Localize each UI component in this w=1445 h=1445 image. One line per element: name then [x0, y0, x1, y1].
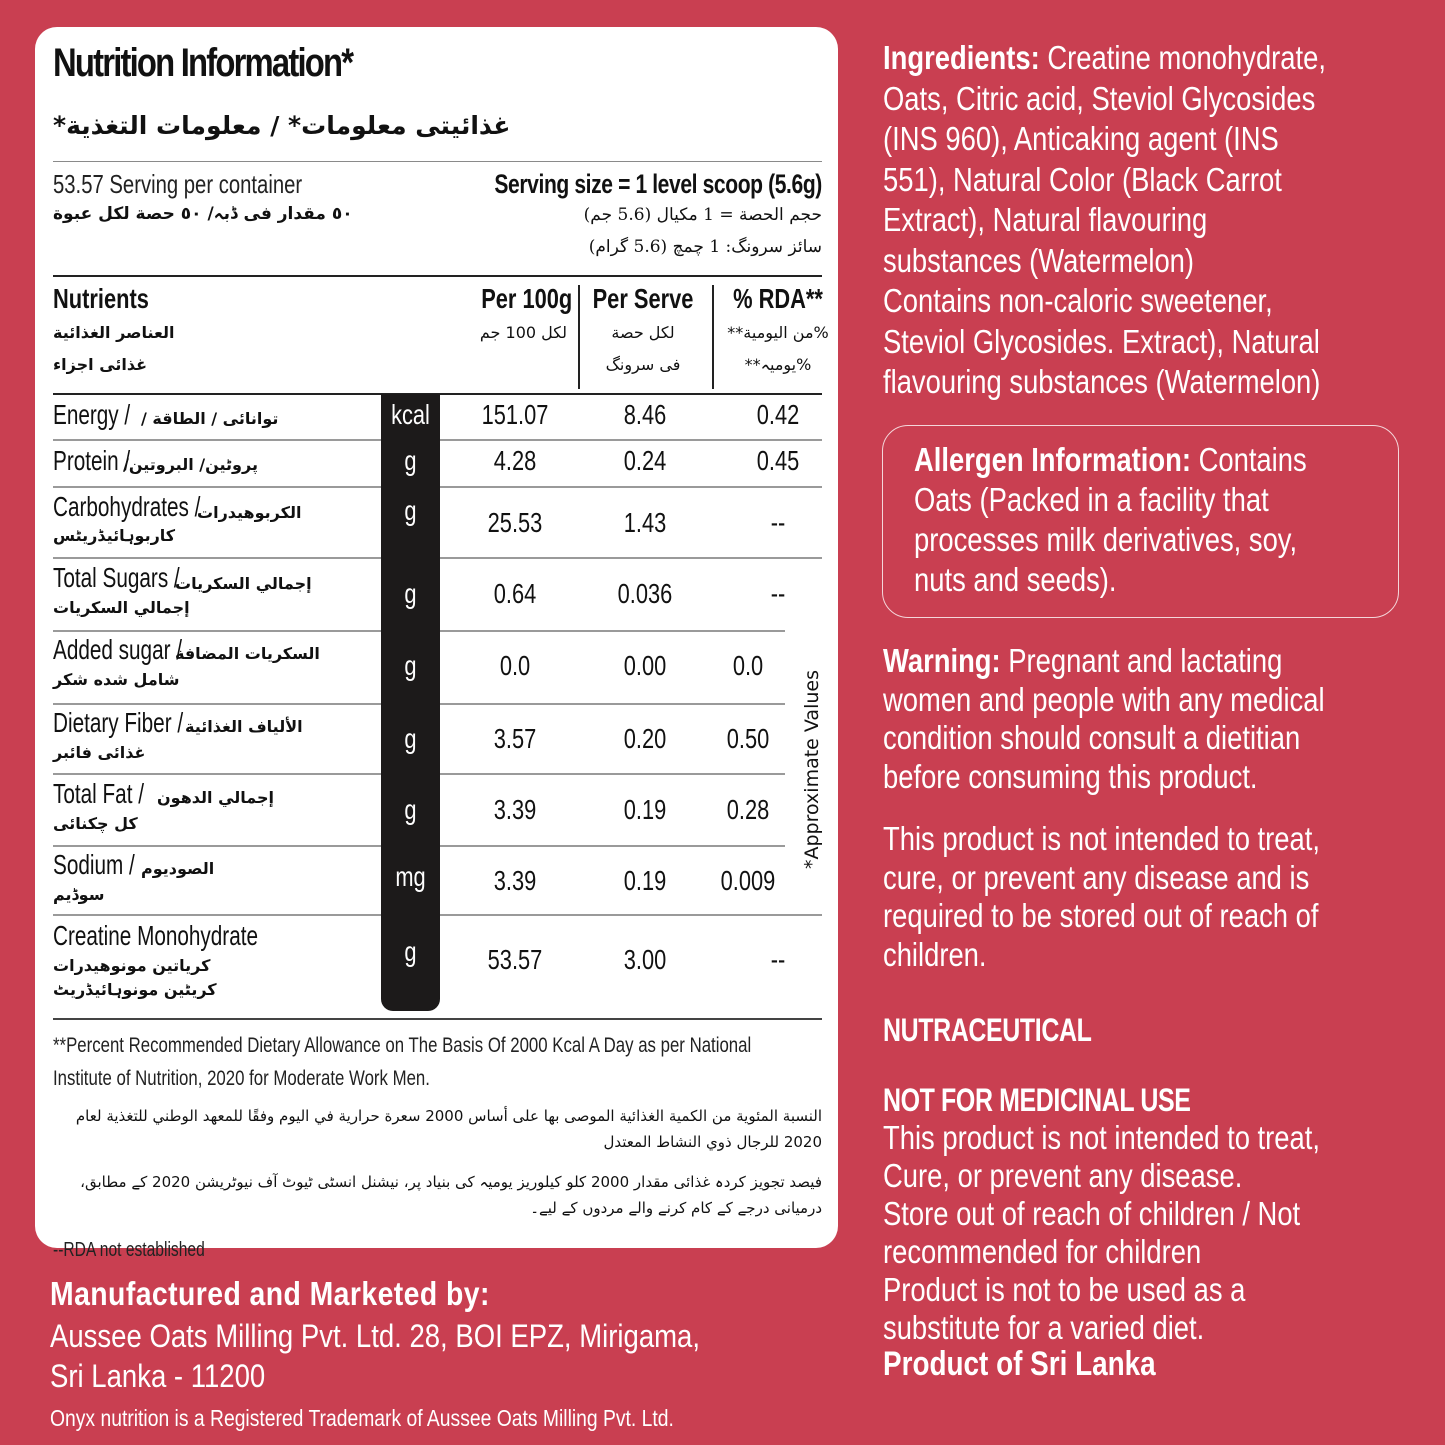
divider	[53, 161, 822, 162]
row-divider	[53, 914, 381, 916]
header-rda-arabic: %من اليومية**	[727, 323, 829, 342]
value-per-100g: 53.57	[487, 944, 543, 975]
value-per-100g: 3.39	[493, 794, 537, 825]
rda-footnote-arabic: النسبة المئوية من الكمية الغذائية الموصى بها على أساس 2000 سعرة حرارية في اليوم وفقًا للمعهد الوطني للتغذية لعام 2020 للرجال ذوي النشاط المعتدل	[75, 1107, 822, 1151]
header-rda: % RDA**	[733, 283, 823, 314]
row-divider	[440, 773, 785, 775]
manufacturer-title: Manufactured and Marketed by:	[50, 1275, 490, 1312]
nutrient-name: Dietary Fiber /	[53, 707, 184, 738]
allergen-text: nuts and seeds).	[914, 561, 1117, 598]
value-rda: 0.28	[726, 794, 770, 825]
value-per-serve: 0.036	[617, 578, 673, 609]
nutrition-title: Nutrition Information*	[53, 41, 353, 85]
warning-text: Pregnant and lactating	[1000, 642, 1283, 679]
nutrient-unit: g	[404, 723, 417, 754]
nutrient-name: Protein /	[53, 445, 131, 476]
ingredients-text: 551), Natural Color (Black Carrot	[883, 160, 1282, 198]
warning-label: Warning:	[883, 642, 1001, 679]
row-divider	[53, 845, 381, 847]
allergen-label: Allergen Information:	[914, 441, 1191, 478]
nutrient-name-arabic: الألياف الغذائية	[185, 717, 303, 736]
trademark-notice: Onyx nutrition is a Registered Trademark of Aussee Oats Milling Pvt. Ltd.	[50, 1405, 674, 1431]
rda-footnote-urdu: فیصد تجویز کردہ غذائی مقدار 2000 کلو کیلوریز یومیہ کی بنیاد پر، نیشنل انسٹی ٹیوٹ آف نیوٹریشن 2020 کے مطابق، درمیانی درجے کے کام کرنے والے مردوں کے لیے۔	[80, 1173, 822, 1217]
disclaimer-text: children.	[883, 935, 987, 973]
ingredients-text: Oats, Citric acid, Steviol Glycosides	[883, 79, 1316, 117]
not-medicinal-text: substitute for a varied diet.	[883, 1309, 1205, 1346]
nutrient-name-arabic: پروٹین/ البروتين/	[123, 455, 258, 474]
disclaimer-text: This product is not intended to treat,	[883, 820, 1320, 857]
row-divider	[53, 630, 381, 632]
rda-footnote: **Percent Recommended Dietary Allowance on The Basis Of 2000 Kcal A Day as per National Institute of Nutrition, 2020 for Moderate Work Men.	[53, 1034, 752, 1090]
nutrient-name: Added sugar /	[53, 634, 183, 665]
nutrient-name: Total Sugars /	[53, 562, 180, 593]
nutraceutical-heading: NUTRACEUTICAL	[883, 1012, 1092, 1048]
value-per-serve: 3.00	[623, 944, 667, 975]
row-divider	[440, 703, 785, 705]
row-divider	[53, 439, 381, 441]
serving-size-urdu: سائز سرونگ: 1 چمچ (5.6 گرام)	[588, 237, 822, 257]
allergen-section	[914, 440, 1434, 600]
header-per-serve-urdu: فی سرونگ	[605, 355, 681, 374]
nutrient-name-arabic: توانائی / الطاقة /	[141, 409, 279, 428]
nutrient-name-arabic: إجمالي الدهون	[157, 788, 275, 807]
serving-size-arabic: حجم الحصة = 1 مكيال (5.6 جم)	[583, 205, 822, 225]
nutrient-name-urdu: کریٹین مونوہائیڈریٹ	[53, 980, 217, 999]
nutrient-unit: g	[404, 578, 417, 609]
nutrient-name: Total Fat /	[53, 778, 144, 809]
not-medicinal-text: recommended for children	[883, 1233, 1202, 1270]
value-per-100g: 0.0	[499, 650, 531, 681]
nutrient-name-arabic: الكربوهيدرات	[197, 503, 302, 522]
value-per-100g: 151.07	[481, 399, 549, 430]
not-medicinal-section	[883, 1119, 1443, 1347]
value-rda: 0.009	[720, 865, 776, 896]
product-origin: Product of Sri Lanka	[883, 1345, 1156, 1383]
nutrient-unit: mg	[395, 861, 426, 892]
value-rda: --	[770, 507, 786, 538]
value-per-serve: 0.19	[623, 865, 667, 896]
value-per-serve: 0.24	[623, 445, 667, 476]
header-per-100g: Per 100g	[481, 283, 573, 314]
ingredients-text: flavouring substances (Watermelon)	[883, 363, 1321, 400]
nutrient-name-arabic: إجمالي السكريات	[175, 574, 312, 593]
warning-text: before consuming this product.	[883, 757, 1258, 795]
value-rda: 0.42	[756, 399, 800, 430]
address-line: Sri Lanka - 11200	[50, 1358, 266, 1394]
servings-per-container-arabic: ٥٠ مقدار فی ڈبہ/ ٥٠ حصة لكل عبوة	[53, 204, 353, 224]
nutrition-title-arabic: غذائیتی معلومات* / معلومات التغذية*	[53, 111, 511, 140]
disclaimer-text: cure, or prevent any disease and is	[883, 858, 1310, 896]
not-medicinal-heading: NOT FOR MEDICINAL USE	[883, 1082, 1191, 1118]
row-divider	[440, 914, 822, 916]
value-rda: 0.0	[732, 650, 764, 681]
nutrient-name-arabic: كرياتين مونوهيدرات	[53, 956, 211, 975]
value-per-100g: 25.53	[487, 507, 543, 538]
not-medicinal-text: Store out of reach of children / Not	[883, 1195, 1301, 1232]
row-divider	[440, 557, 822, 559]
nutrient-unit: kcal	[391, 399, 430, 430]
header-per-100g-arabic: لكل 100 جم	[479, 323, 567, 342]
not-medicinal-text: Cure, or prevent any disease.	[883, 1157, 1243, 1194]
disclaimer-section	[883, 820, 1443, 974]
ingredients-label: Ingredients:	[883, 39, 1040, 76]
manufacturer-address	[50, 1316, 755, 1396]
nutrient-name-arabic: الصوديوم	[141, 859, 215, 878]
ingredients-text: Contains non-caloric sweetener,	[883, 282, 1273, 319]
ingredients-text: Steviol Glycosides. Extract), Natural	[883, 322, 1320, 360]
value-rda: --	[770, 944, 786, 975]
serving-size: Serving size = 1 level scoop (5.6g)	[494, 169, 822, 199]
ingredients-text: (INS 960), Anticaking agent (INS	[883, 120, 1279, 157]
allergen-text: processes milk derivatives, soy,	[914, 521, 1298, 558]
nutrient-unit: g	[404, 936, 417, 967]
ingredients-text: Extract), Natural flavouring	[883, 201, 1208, 238]
nutrient-name: Carbohydrates /	[53, 491, 201, 522]
row-divider	[53, 773, 381, 775]
nutrient-name-urdu: سوڈیم	[53, 885, 105, 904]
warning-section	[883, 642, 1443, 796]
ingredients-section	[883, 38, 1443, 403]
allergen-text: Contains	[1190, 441, 1307, 478]
nutrient-unit: g	[404, 794, 417, 825]
nutrient-name-urdu: غذائی فائبر	[53, 743, 146, 762]
nutrient-unit: g	[404, 650, 417, 681]
rda-not-established-note: --RDA not established	[53, 1239, 205, 1261]
header-nutrients-arabic: العناصر الغذائية	[53, 323, 175, 342]
value-per-serve: 0.19	[623, 794, 667, 825]
not-medicinal-text: Product is not to be used as a	[883, 1271, 1246, 1308]
row-divider	[440, 630, 785, 632]
nutrient-name-urdu: کل چکنائی	[53, 814, 138, 833]
row-divider	[53, 486, 381, 488]
address-line: Aussee Oats Milling Pvt. Ltd. 28, BOI EPZ, Mirigama,	[50, 1318, 701, 1354]
nutrition-card	[35, 27, 838, 1261]
nutrient-name: Energy /	[53, 399, 131, 430]
row-divider	[53, 703, 381, 705]
nutrient-name-arabic: السكريات المضافة	[175, 644, 320, 663]
value-per-100g: 3.57	[493, 723, 537, 754]
not-medicinal-text: This product is not intended to treat,	[883, 1119, 1320, 1156]
nutrient-name-urdu: إجمالي السكريات	[53, 598, 190, 617]
disclaimer-text: required to be stored out of reach of	[883, 897, 1319, 934]
header-per-serve-arabic: لكل حصة	[611, 323, 675, 342]
ingredients-text: Creatine monohydrate,	[1039, 39, 1326, 76]
row-divider	[53, 557, 381, 559]
divider	[53, 275, 822, 277]
unit-column-bar	[381, 394, 440, 1011]
nutrient-unit: g	[404, 445, 417, 476]
row-divider	[440, 486, 822, 488]
header-nutrients-urdu: غذائی اجزاء	[53, 355, 148, 374]
row-divider	[440, 845, 785, 847]
value-per-100g: 3.39	[493, 865, 537, 896]
warning-text: women and people with any medical	[883, 680, 1325, 718]
servings-per-container: 53.57 Serving per container	[53, 169, 303, 199]
ingredients-text: substances (Watermelon)	[883, 241, 1195, 279]
divider	[53, 1018, 822, 1020]
approximate-values-label: *Approximate Values	[801, 670, 823, 869]
header-nutrients: Nutrients	[53, 283, 149, 314]
nutrient-name-urdu: کاربوہائیڈریٹس	[53, 526, 176, 545]
allergen-text: Oats (Packed in a facility that	[914, 481, 1269, 518]
warning-text: condition should consult a dietitian	[883, 719, 1301, 756]
nutrient-unit: g	[404, 495, 417, 526]
row-divider	[440, 439, 822, 441]
value-rda: 0.45	[756, 445, 800, 476]
value-per-100g: 4.28	[493, 445, 537, 476]
value-per-serve: 0.00	[623, 650, 667, 681]
nutrient-name-urdu: شامل شده شکر	[53, 670, 180, 689]
value-per-serve: 0.20	[623, 723, 667, 754]
value-per-serve: 8.46	[623, 399, 667, 430]
value-rda: 0.50	[726, 723, 770, 754]
value-per-serve: 1.43	[623, 507, 667, 538]
header-per-serve: Per Serve	[592, 283, 694, 314]
nutrient-name: Sodium /	[53, 849, 135, 880]
header-rda-urdu: %یومیہ**	[744, 355, 812, 374]
nutrient-name: Creatine Monohydrate	[53, 920, 259, 951]
value-rda: --	[770, 578, 786, 609]
value-per-100g: 0.64	[493, 578, 537, 609]
